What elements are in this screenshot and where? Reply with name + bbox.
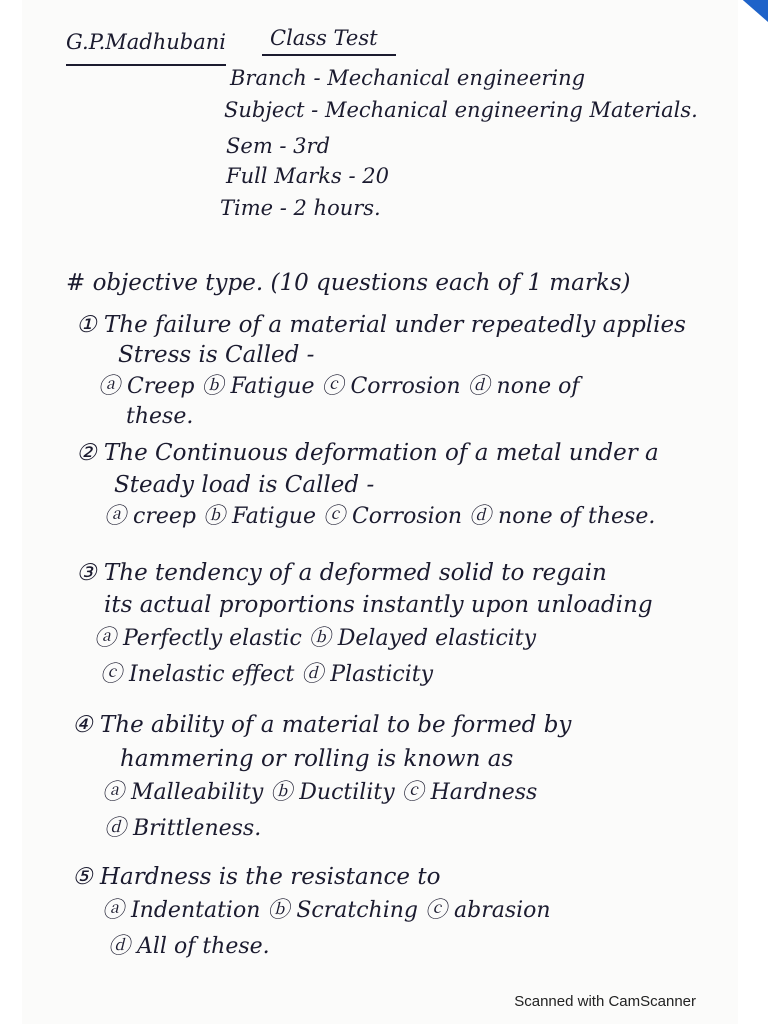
question-text-cont: Steady load is Called - [114,472,375,498]
question-text-cont: its actual proportions instantly upon unloading [104,592,653,618]
question-text: ② The Continuous deformation of a metal under a [76,440,659,466]
institute-name: G.P.Madhubani [66,30,226,54]
question-text: ④ The ability of a material to be formed by [72,712,572,738]
question-text: ① The failure of a material under repeatedly applies [76,312,686,338]
question-options: ⓐ Malleability ⓑ Ductility ⓒ Hardness [102,780,538,805]
question-options-cont: ⓓ Brittleness. [104,816,262,841]
test-title-underline [262,54,396,56]
section-title: # objective type. (10 questions each of 1 marks) [66,270,631,296]
scanner-watermark: Scanned with CamScanner [514,993,696,1010]
question-text: ③ The tendency of a deformed solid to regain [76,560,607,586]
question-options: ⓐ Perfectly elastic ⓑ Delayed elasticity [94,626,537,651]
question-text-cont: hammering or rolling is known as [120,746,514,772]
question-options: ⓐ Creep ⓑ Fatigue ⓒ Corrosion ⓓ none of [98,374,580,399]
subject-line: Subject - Mechanical engineering Materials. [224,98,698,122]
sem-line: Sem - 3rd [226,134,331,158]
question-text: ⑤ Hardness is the resistance to [72,864,441,890]
branch-line: Branch - Mechanical engineering [230,66,586,90]
test-title: Class Test [270,26,378,50]
question-options-cont: ⓒ Inelastic effect ⓓ Plasticity [100,662,434,687]
question-options: ⓐ creep ⓑ Fatigue ⓒ Corrosion ⓓ none of these. [104,504,656,529]
full-marks-line: Full Marks - 20 [226,164,389,188]
question-options: ⓐ Indentation ⓑ Scratching ⓒ abrasion [102,898,551,923]
question-text-cont: Stress is Called - [118,342,315,368]
question-options-cont: these. [126,404,194,429]
time-line: Time - 2 hours. [220,196,381,220]
institute-underline [66,64,226,66]
question-options-cont: ⓓ All of these. [108,934,270,959]
